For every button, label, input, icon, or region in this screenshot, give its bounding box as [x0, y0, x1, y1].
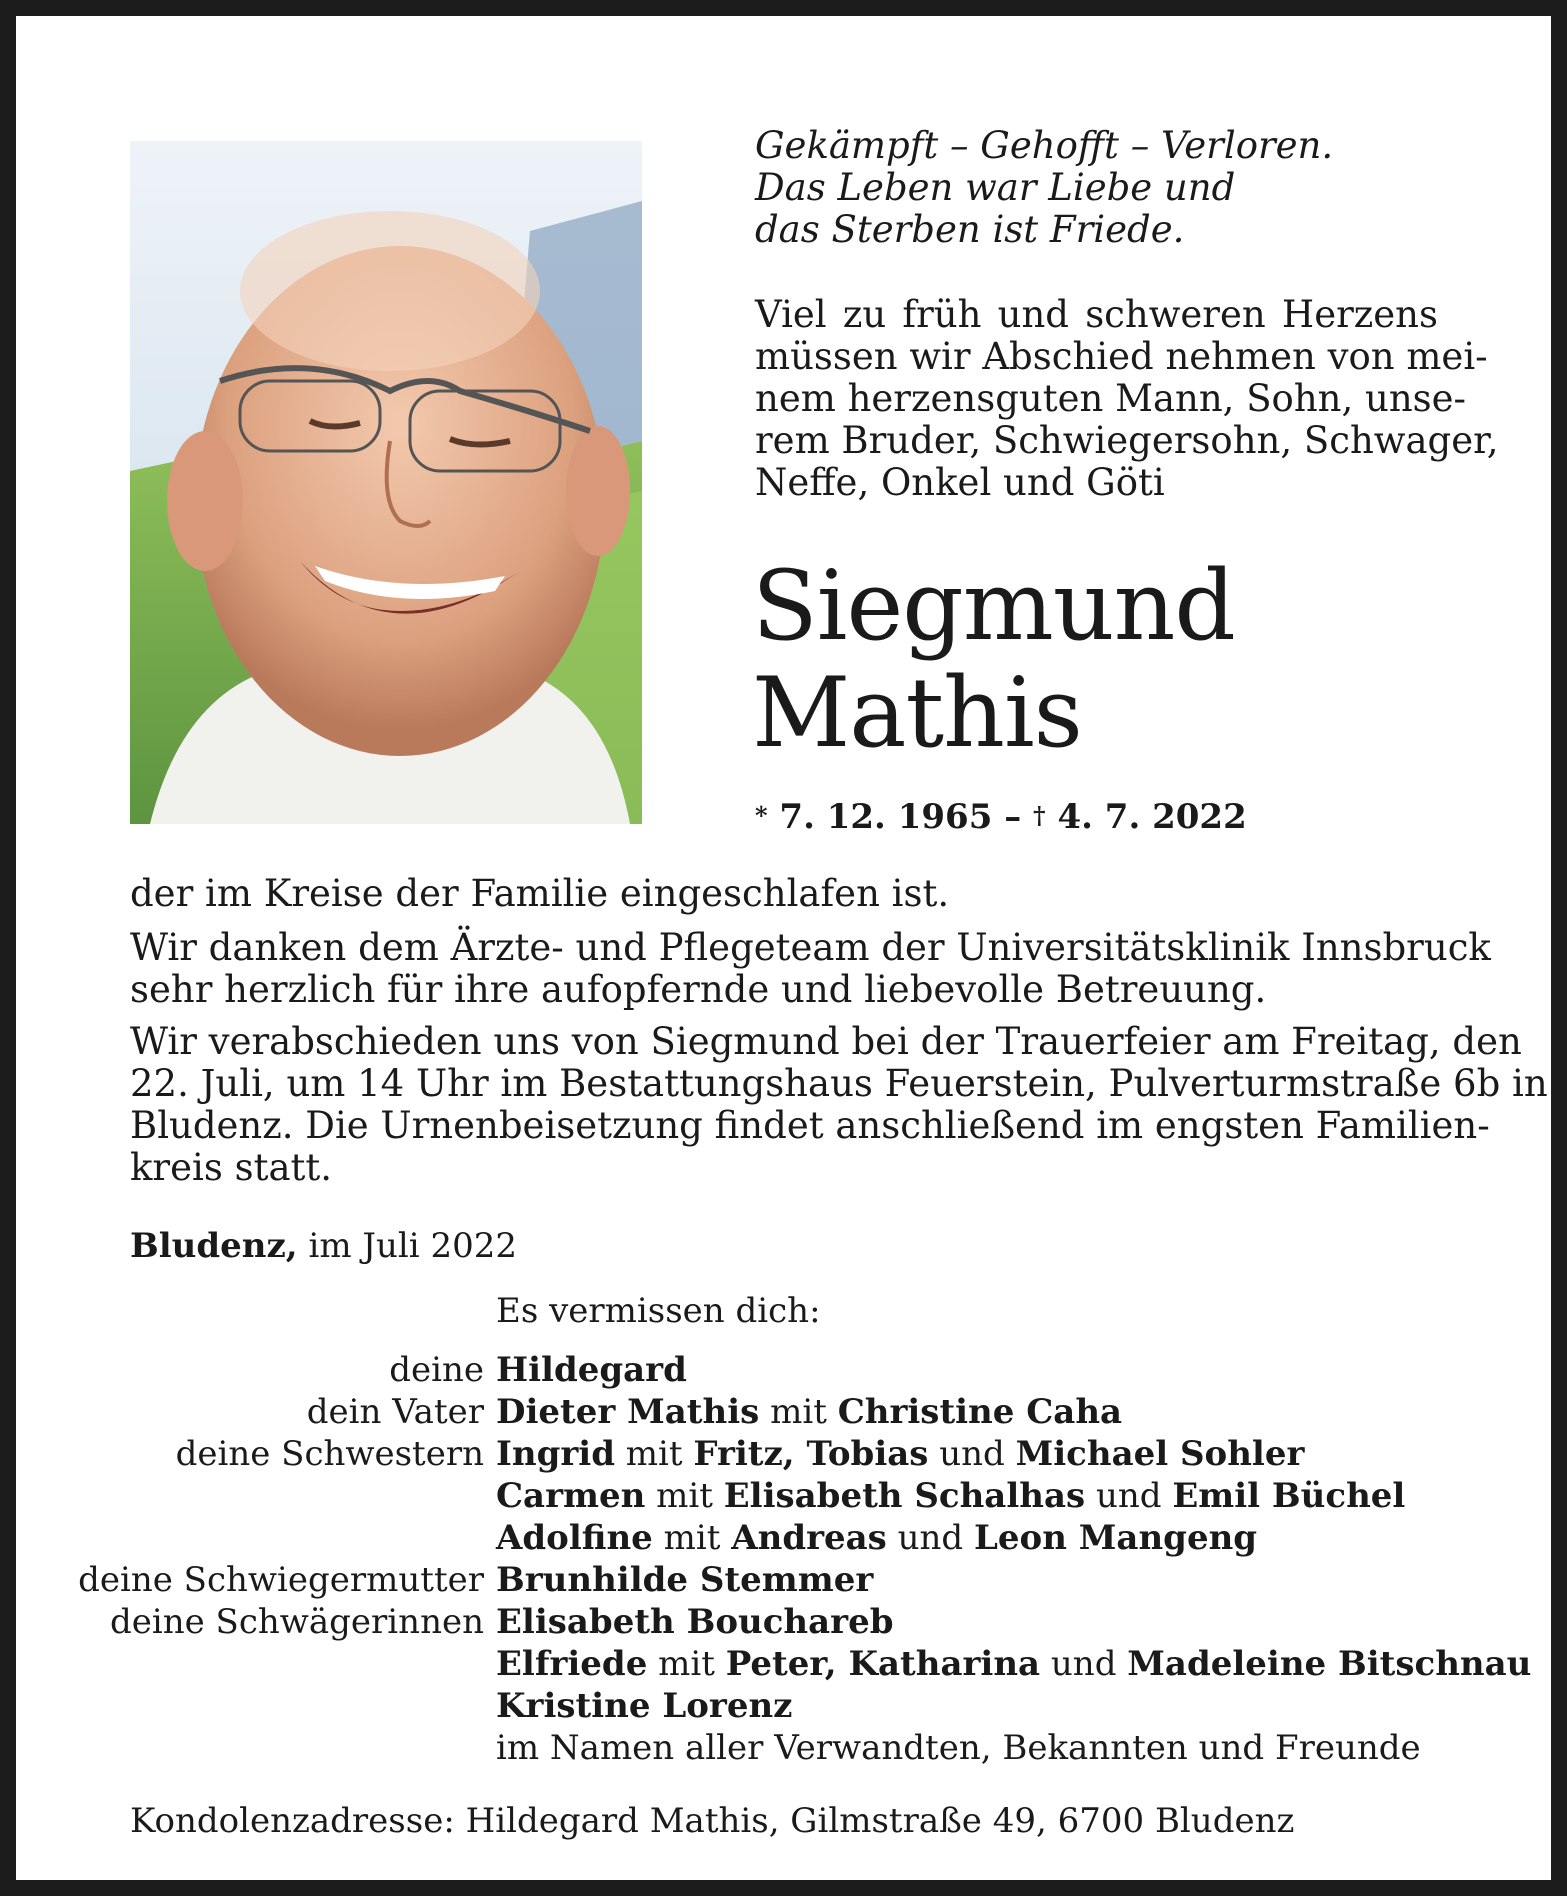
mourner-row [0, 1517, 1567, 1559]
mourner-name: Brunhilde Stemmer [496, 1560, 874, 1600]
connector-text: mit [647, 1644, 726, 1684]
death-date: 4. 7. 2022 [1057, 797, 1247, 837]
mourner-name: Michael Sohler [1015, 1434, 1305, 1474]
paragraph-1 [130, 873, 1438, 915]
connector-text: und [886, 1518, 975, 1558]
mourner-row [0, 1475, 1567, 1517]
mourner-name: Leon Mangeng [974, 1518, 1258, 1558]
last-name: Mathis [752, 657, 1082, 769]
mourner-name: Emil Büchel [1172, 1476, 1406, 1516]
mourner-name: Elisabeth Bouchareb [496, 1602, 894, 1642]
mourner-names [496, 1391, 1122, 1433]
mourner-row [0, 1727, 1567, 1769]
intro-line: rem Bruder, Schwiegersohn, Schwager, [755, 419, 1499, 462]
mourner-relation: deine Schwestern [175, 1434, 484, 1474]
paragraph-line: Wir verabschieden uns von Siegmund bei der Trauerfeier am Freitag, den [130, 1020, 1522, 1063]
mourner-name: Peter, Katharina [725, 1644, 1041, 1684]
mourner-name: Kristine Lorenz [496, 1686, 793, 1726]
mourner-row [0, 1349, 1567, 1391]
mourner-name: Dieter Mathis [496, 1392, 760, 1432]
mourner-names [496, 1643, 1531, 1685]
connector-text: im Namen aller Verwandten, Bekannten und Freunde [496, 1728, 1421, 1768]
death-symbol: † [1033, 801, 1046, 830]
mourner-name: Elfriede [496, 1644, 648, 1684]
mourner-name: Ingrid [496, 1434, 615, 1474]
mourner-names [496, 1601, 894, 1643]
connector-text: mit [615, 1434, 694, 1474]
motto-line: das Sterben ist Friede. [755, 208, 1185, 251]
mourner-relation: dein Vater [306, 1392, 484, 1432]
condolence-address: Kondolenzadresse: Hildegard Mathis, Gilmstraße 49, 6700 Bludenz [130, 1801, 1295, 1841]
mourner-row [0, 1643, 1567, 1685]
mourner-relation: deine Schwägerinnen [109, 1602, 484, 1642]
life-dates [755, 797, 1247, 837]
paragraph-thanks [130, 926, 1491, 1011]
mourner-row [0, 1559, 1567, 1601]
mourner-names [496, 1727, 1421, 1769]
connector-text: mit [759, 1392, 838, 1432]
mourner-relation: deine Schwiegermutter [78, 1560, 484, 1600]
birth-symbol: * [755, 801, 768, 830]
place-date [130, 1226, 517, 1266]
connector-text: mit [645, 1476, 724, 1516]
mourners-heading: Es vermissen dich: [496, 1291, 821, 1331]
mourner-name: Christine Caha [837, 1392, 1123, 1432]
connector-text: und [1040, 1644, 1128, 1684]
motto [755, 125, 1333, 251]
deceased-name [752, 550, 1235, 769]
portrait-photo [130, 141, 642, 824]
mourner-relation: deine [389, 1350, 484, 1390]
place-month: im Juli 2022 [308, 1226, 518, 1266]
paragraph-line: 22. Juli, um 14 Uhr im Bestattungshaus Feuerstein, Pulverturmstraße 6b in [130, 1062, 1548, 1105]
intro-text [755, 293, 1499, 504]
paragraph-line: Bludenz. Die Urnenbeisetzung findet anschließend im engsten Familien- [130, 1104, 1490, 1147]
date-separator: – [1004, 797, 1022, 837]
mourner-name: Andreas [731, 1518, 887, 1558]
mourner-row [0, 1433, 1567, 1475]
mourner-name: Elisabeth Schalhas [723, 1476, 1086, 1516]
intro-line: müssen wir Abschied nehmen von mei- [755, 335, 1488, 378]
mourner-names [496, 1433, 1304, 1475]
place-city: Bludenz, [130, 1226, 298, 1266]
mourner-name: Carmen [496, 1476, 646, 1516]
intro-line: Viel zu früh und schweren Herzens [755, 293, 1438, 336]
paragraph-line: Wir danken dem Ärzte- und Pflegeteam der Universitätsklinik Innsbruck [130, 926, 1491, 969]
paragraph-line: sehr herzlich für ihre aufopfernde und liebevolle Betreuung. [130, 968, 1267, 1011]
mourner-row [0, 1685, 1567, 1727]
mourner-row [0, 1601, 1567, 1643]
intro-line: nem herzensguten Mann, Sohn, unse- [755, 377, 1467, 420]
mourner-names [496, 1685, 793, 1727]
paragraph-line: kreis statt. [130, 1146, 333, 1189]
intro-line: Neffe, Onkel und Göti [755, 461, 1165, 504]
mourner-name: Hildegard [496, 1350, 687, 1390]
first-name: Siegmund [752, 550, 1235, 662]
mourner-row [0, 1391, 1567, 1433]
mourner-names [496, 1475, 1405, 1517]
mourner-names [496, 1349, 687, 1391]
mourner-name: Madeleine Bitschnau [1127, 1644, 1532, 1684]
mourner-names [496, 1559, 873, 1601]
connector-text: und [928, 1434, 1016, 1474]
connector-text: und [1085, 1476, 1173, 1516]
connector-text: mit [652, 1518, 732, 1558]
motto-line: Das Leben war Liebe und [755, 166, 1236, 209]
paragraph-funeral [130, 1020, 1548, 1189]
paragraph-line: der im Kreise der Familie eingeschlafen ist. [130, 872, 950, 915]
motto-line: Gekämpft – Gehofft – Verloren. [755, 124, 1334, 167]
mourner-name: Fritz, Tobias [693, 1434, 929, 1474]
mourner-names [496, 1517, 1257, 1559]
mourners-list [0, 1349, 1567, 1769]
birth-date: 7. 12. 1965 [779, 797, 993, 837]
mourner-name: Adolfine [496, 1518, 653, 1558]
